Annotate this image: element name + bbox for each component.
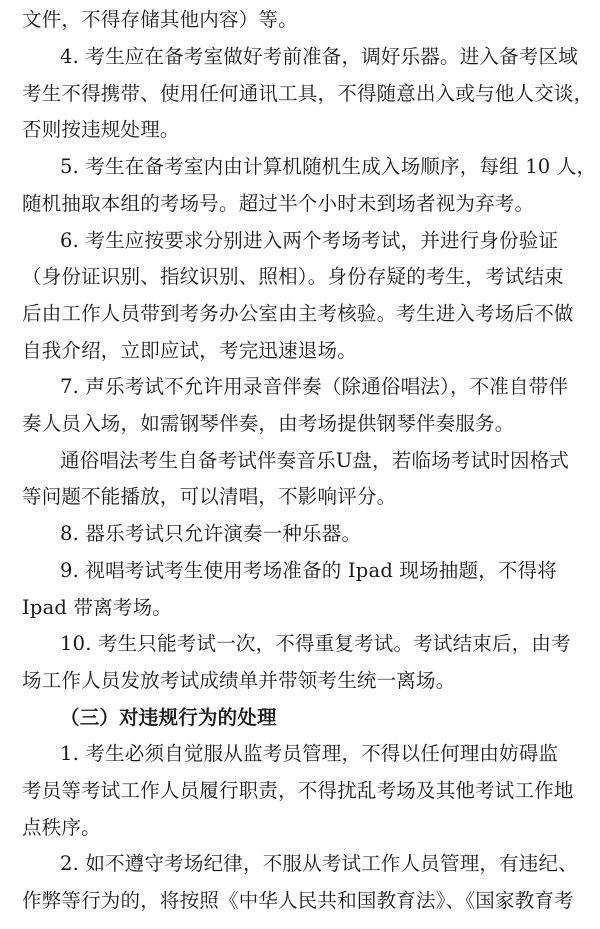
text-line-22: 考员等考试工作人员履行职责，不得扰乱考场及其他考试工作地 (22, 779, 574, 802)
text-line-19: 场工作人员发放考试成绩单并带领考生统一离场。 (22, 669, 456, 692)
text-line-1: 文件，不得存储其他内容）等。 (22, 8, 298, 31)
text-line-11: 7. 声乐考试不允许用录音伴奏（除通俗唱法），不准自带伴 (60, 375, 569, 398)
text-line-15: 8. 器乐考试只允许演奏一种乐器。 (60, 522, 362, 545)
text-line-17: Ipad 带离考场。 (22, 596, 172, 619)
text-line-13: 通俗唱法考生自备考试伴奏音乐U盘，若临场考试时因格式 (60, 449, 570, 472)
text-line-14: 等问题不能播放，可以清唱，不影响评分。 (22, 485, 397, 508)
text-line-16: 9. 视唱考试考生使用考场准备的 Ipad 现场抽题，不得将 (60, 559, 557, 582)
text-line-3: 考生不得携带、使用任何通讯工具，不得随意出入或与他人交谈， (22, 82, 594, 105)
text-line-21: 1. 考生必须自觉服从监考员管理，不得以任何理由妨碍监 (60, 742, 559, 765)
text-line-12: 奏人员入场，如需钢琴伴奏，由考场提供钢琴伴奏服务。 (22, 412, 515, 435)
text-line-23: 点秩序。 (22, 816, 101, 839)
text-line-5: 5. 考生在备考室内由计算机随机生成入场顺序，每组 10 人， (60, 155, 597, 178)
text-line-10: 自我介绍，立即应试，考完迅速退场。 (22, 339, 357, 362)
text-line-18: 10. 考生只能考试一次，不得重复考试。考试结束后，由考 (60, 632, 571, 655)
text-line-24: 2. 如不遵守考场纪律，不服从考试工作人员管理，有违纪、 (60, 852, 578, 875)
section-heading: （三）对违规行为的处理 (60, 706, 277, 729)
text-line-8: （身份证识别、指纹识别、照相）。身份存疑的考生，考试结束 (22, 265, 564, 288)
text-line-6: 随机抽取本组的考场号。超过半个小时未到场者视为弃考。 (22, 192, 535, 215)
text-line-25: 作弊等行为的，将按照《中华人民共和国教育法》、《国家教育考 (22, 889, 574, 912)
text-line-9: 后由工作人员带到考务办公室由主考核验。考生进入考场后不做 (22, 302, 574, 325)
text-line-2: 4. 考生应在备考室做好考前准备，调好乐器。进入备考区域 (60, 45, 578, 68)
text-line-7: 6. 考生应按要求分别进入两个考场考试，并进行身份验证 (60, 229, 559, 252)
text-line-4: 否则按违规处理。 (22, 118, 180, 141)
